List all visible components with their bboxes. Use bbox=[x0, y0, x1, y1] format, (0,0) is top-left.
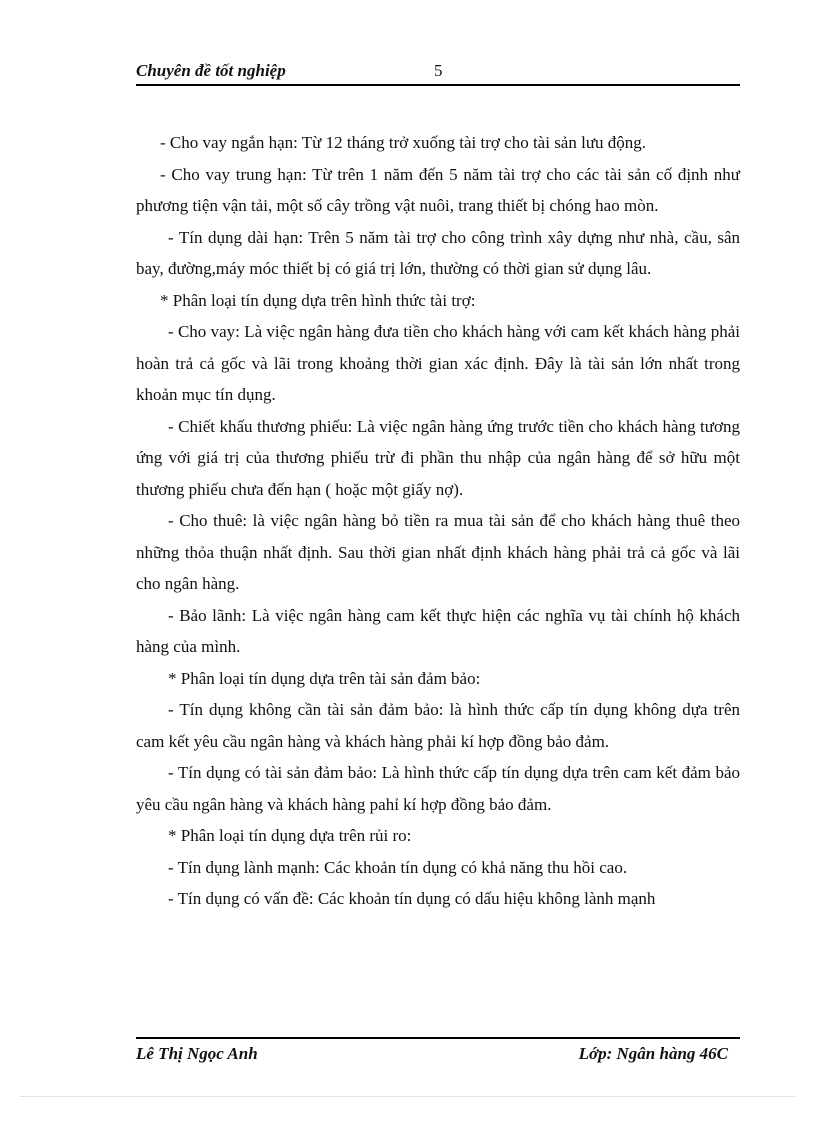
paragraph: - Cho vay ngắn hạn: Từ 12 tháng trở xuống tài trợ cho tài sản lưu động. bbox=[160, 133, 647, 152]
page-footer bbox=[136, 1037, 740, 1065]
paragraph: - Tín dụng không cần tài sản đảm bảo: là hình thức cấp tín dụng không dựa trên cam kết yêu cầu ngân hàng và khách hàng phải kí hợp đồng bảo đảm. bbox=[136, 700, 740, 751]
section-heading: * Phân loại tín dụng dựa trên rủi ro: bbox=[168, 826, 412, 845]
paragraph: - Cho vay trung hạn: Từ trên 1 năm đến 5 năm tài trợ cho các tài sản cố định như phương tiện vận tải, một số cây trồng vật nuôi, trang thiết bị chóng hao mòn. bbox=[136, 164, 740, 215]
footer-class: Lớp: Ngân hàng 46C bbox=[578, 1044, 728, 1063]
page-edge-divider bbox=[20, 1096, 796, 1097]
section-heading: * Phân loại tín dụng dựa trên hình thức tài trợ: bbox=[160, 290, 476, 310]
footer-author: Lê Thị Ngọc Anh bbox=[136, 1044, 258, 1063]
paragraph: - Cho vay: Là việc ngân hàng đưa tiền cho khách hàng với cam kết khách hàng phải hoàn trả cả gốc và lãi trong khoảng thời gian xác định. Đây là tài sản lớn nhất trong khoản mục tín dụng. bbox=[136, 322, 740, 404]
paragraph: - Bảo lãnh: Là việc ngân hàng cam kết thực hiện các nghĩa vụ tài chính hộ khách hàng của mình. bbox=[136, 605, 740, 656]
page-header bbox=[136, 60, 740, 86]
paragraph: - Cho thuê: là việc ngân hàng bỏ tiền ra mua tài sản để cho khách hàng thuê theo những thỏa thuận nhất định. Sau thời gian nhất định khách hàng phải trả cả gốc và lãi cho ngân hàng. bbox=[136, 511, 740, 593]
paragraph: - Tín dụng có tài sản đảm bảo: Là hình thức cấp tín dụng dựa trên cam kết đảm bảo yêu cầu ngân hàng và khách hàng pahỉ kí hợp đồng bảo đảm. bbox=[136, 763, 740, 814]
document-body bbox=[136, 127, 740, 915]
paragraph: - Tín dụng lành mạnh: Các khoản tín dụng có khả năng thu hồi cao. bbox=[168, 857, 628, 877]
header-title: Chuyên đề tốt nghiệp bbox=[136, 61, 286, 80]
paragraph: - Tín dụng có vấn đề: Các khoản tín dụng có dấu hiệu không lành mạnh bbox=[168, 889, 656, 908]
paragraph: - Chiết khấu thương phiếu: Là việc ngân hàng ứng trước tiền cho khách hàng tương ứng với giá trị của thương phiếu trừ đi phần thu nhập của ngân hàng để sở hữu một thương phiếu chưa đến hạn ( hoặc một giấy nợ). bbox=[136, 416, 740, 499]
page-number: 5 bbox=[434, 61, 443, 80]
paragraph: - Tín dụng dài hạn: Trên 5 năm tài trợ cho công trình xây dựng như nhà, cầu, sân bay, đường,máy móc thiết bị có giá trị lớn, thường có thời gian sử dụng lâu. bbox=[136, 227, 740, 278]
section-heading: * Phân loại tín dụng dựa trên tài sản đảm bảo: bbox=[168, 668, 481, 688]
